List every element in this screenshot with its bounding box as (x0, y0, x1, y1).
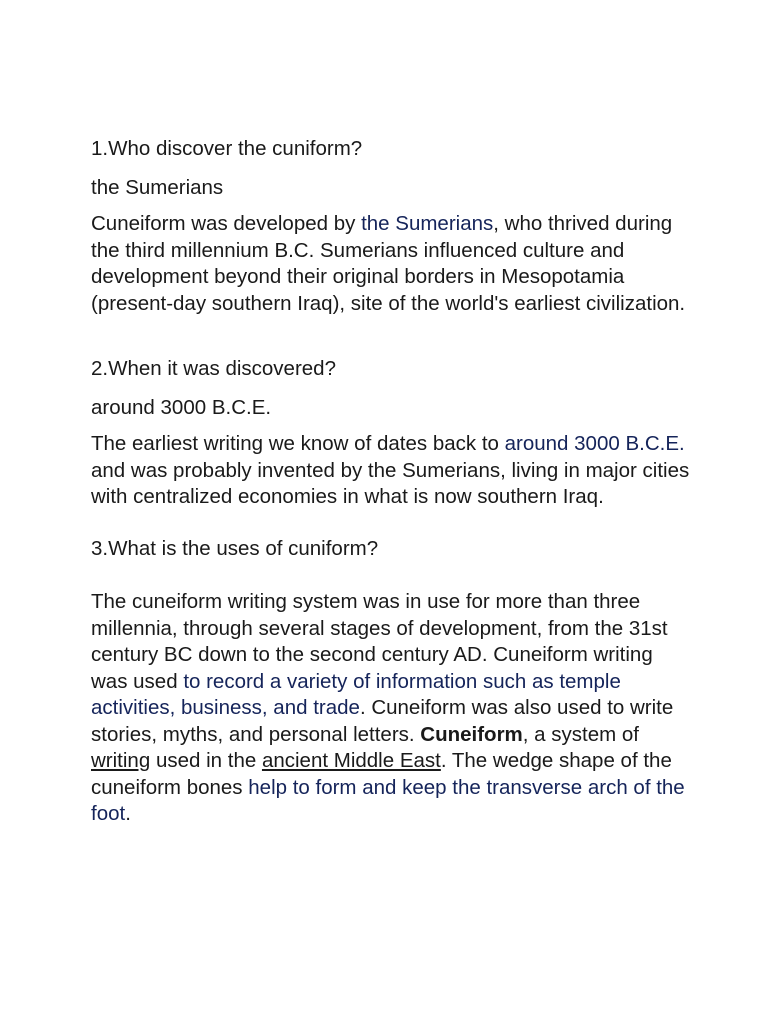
paragraph-1 (91, 211, 691, 317)
document-page (91, 136, 691, 828)
highlight-record-variety: to record a variety of information such as temple activities, business, and trade (91, 669, 621, 719)
paragraph-2-text: The earliest writing we know of dates back to (91, 432, 505, 455)
paragraph-3-text: The cuneiform writing system was in use for more than three millennia, through several stages of development, from the 31st century BC down to the second century AD. Cuneiform writing was used (91, 590, 668, 693)
paragraph-2-text: and was probably invented by the Sumerians, living in major cities with centralized economies in what is now southern Iraq. (91, 458, 690, 508)
question-1: 1.Who discover the cuniform? (91, 137, 363, 160)
paragraph-1-text: , who thrived during the third millennium B.C. Sumerians influenced culture and development beyond their original borders in Mesopotamia (present-day southern Iraq), site of the world's earliest civilization. (91, 212, 686, 315)
paragraph-3 (91, 589, 691, 828)
question-3: 3.What is the uses of cuniform? (91, 536, 379, 560)
paragraph-3-text: . The wedge shape of the cuneiform bones (91, 749, 672, 799)
paragraph-1-text: Cuneiform was developed by (91, 212, 362, 235)
paragraph-3-text: used in the (150, 749, 262, 772)
paragraph-3-text: . (125, 802, 131, 825)
paragraph-3-text: , a system of (522, 722, 639, 746)
answer-2: around 3000 B.C.E. (91, 395, 272, 419)
bold-cuneiform: Cuneiform (420, 722, 523, 746)
link-writing[interactable]: writing (91, 749, 151, 772)
highlight-around-3000-bce: around 3000 B.C.E. (504, 432, 685, 455)
paragraph-3-text: . Cuneiform was also used to write stories, myths, and personal letters. (91, 696, 674, 746)
question-2: 2.When it was discovered? (91, 357, 336, 380)
highlight-transverse-arch: help to form and keep the transverse arch of the foot (91, 775, 685, 825)
paragraph-2 (91, 431, 691, 511)
answer-1: the Sumerians (91, 175, 224, 199)
highlight-the-sumerians: the Sumerians (361, 212, 494, 235)
link-ancient-middle-east[interactable]: ancient Middle East (261, 749, 441, 772)
